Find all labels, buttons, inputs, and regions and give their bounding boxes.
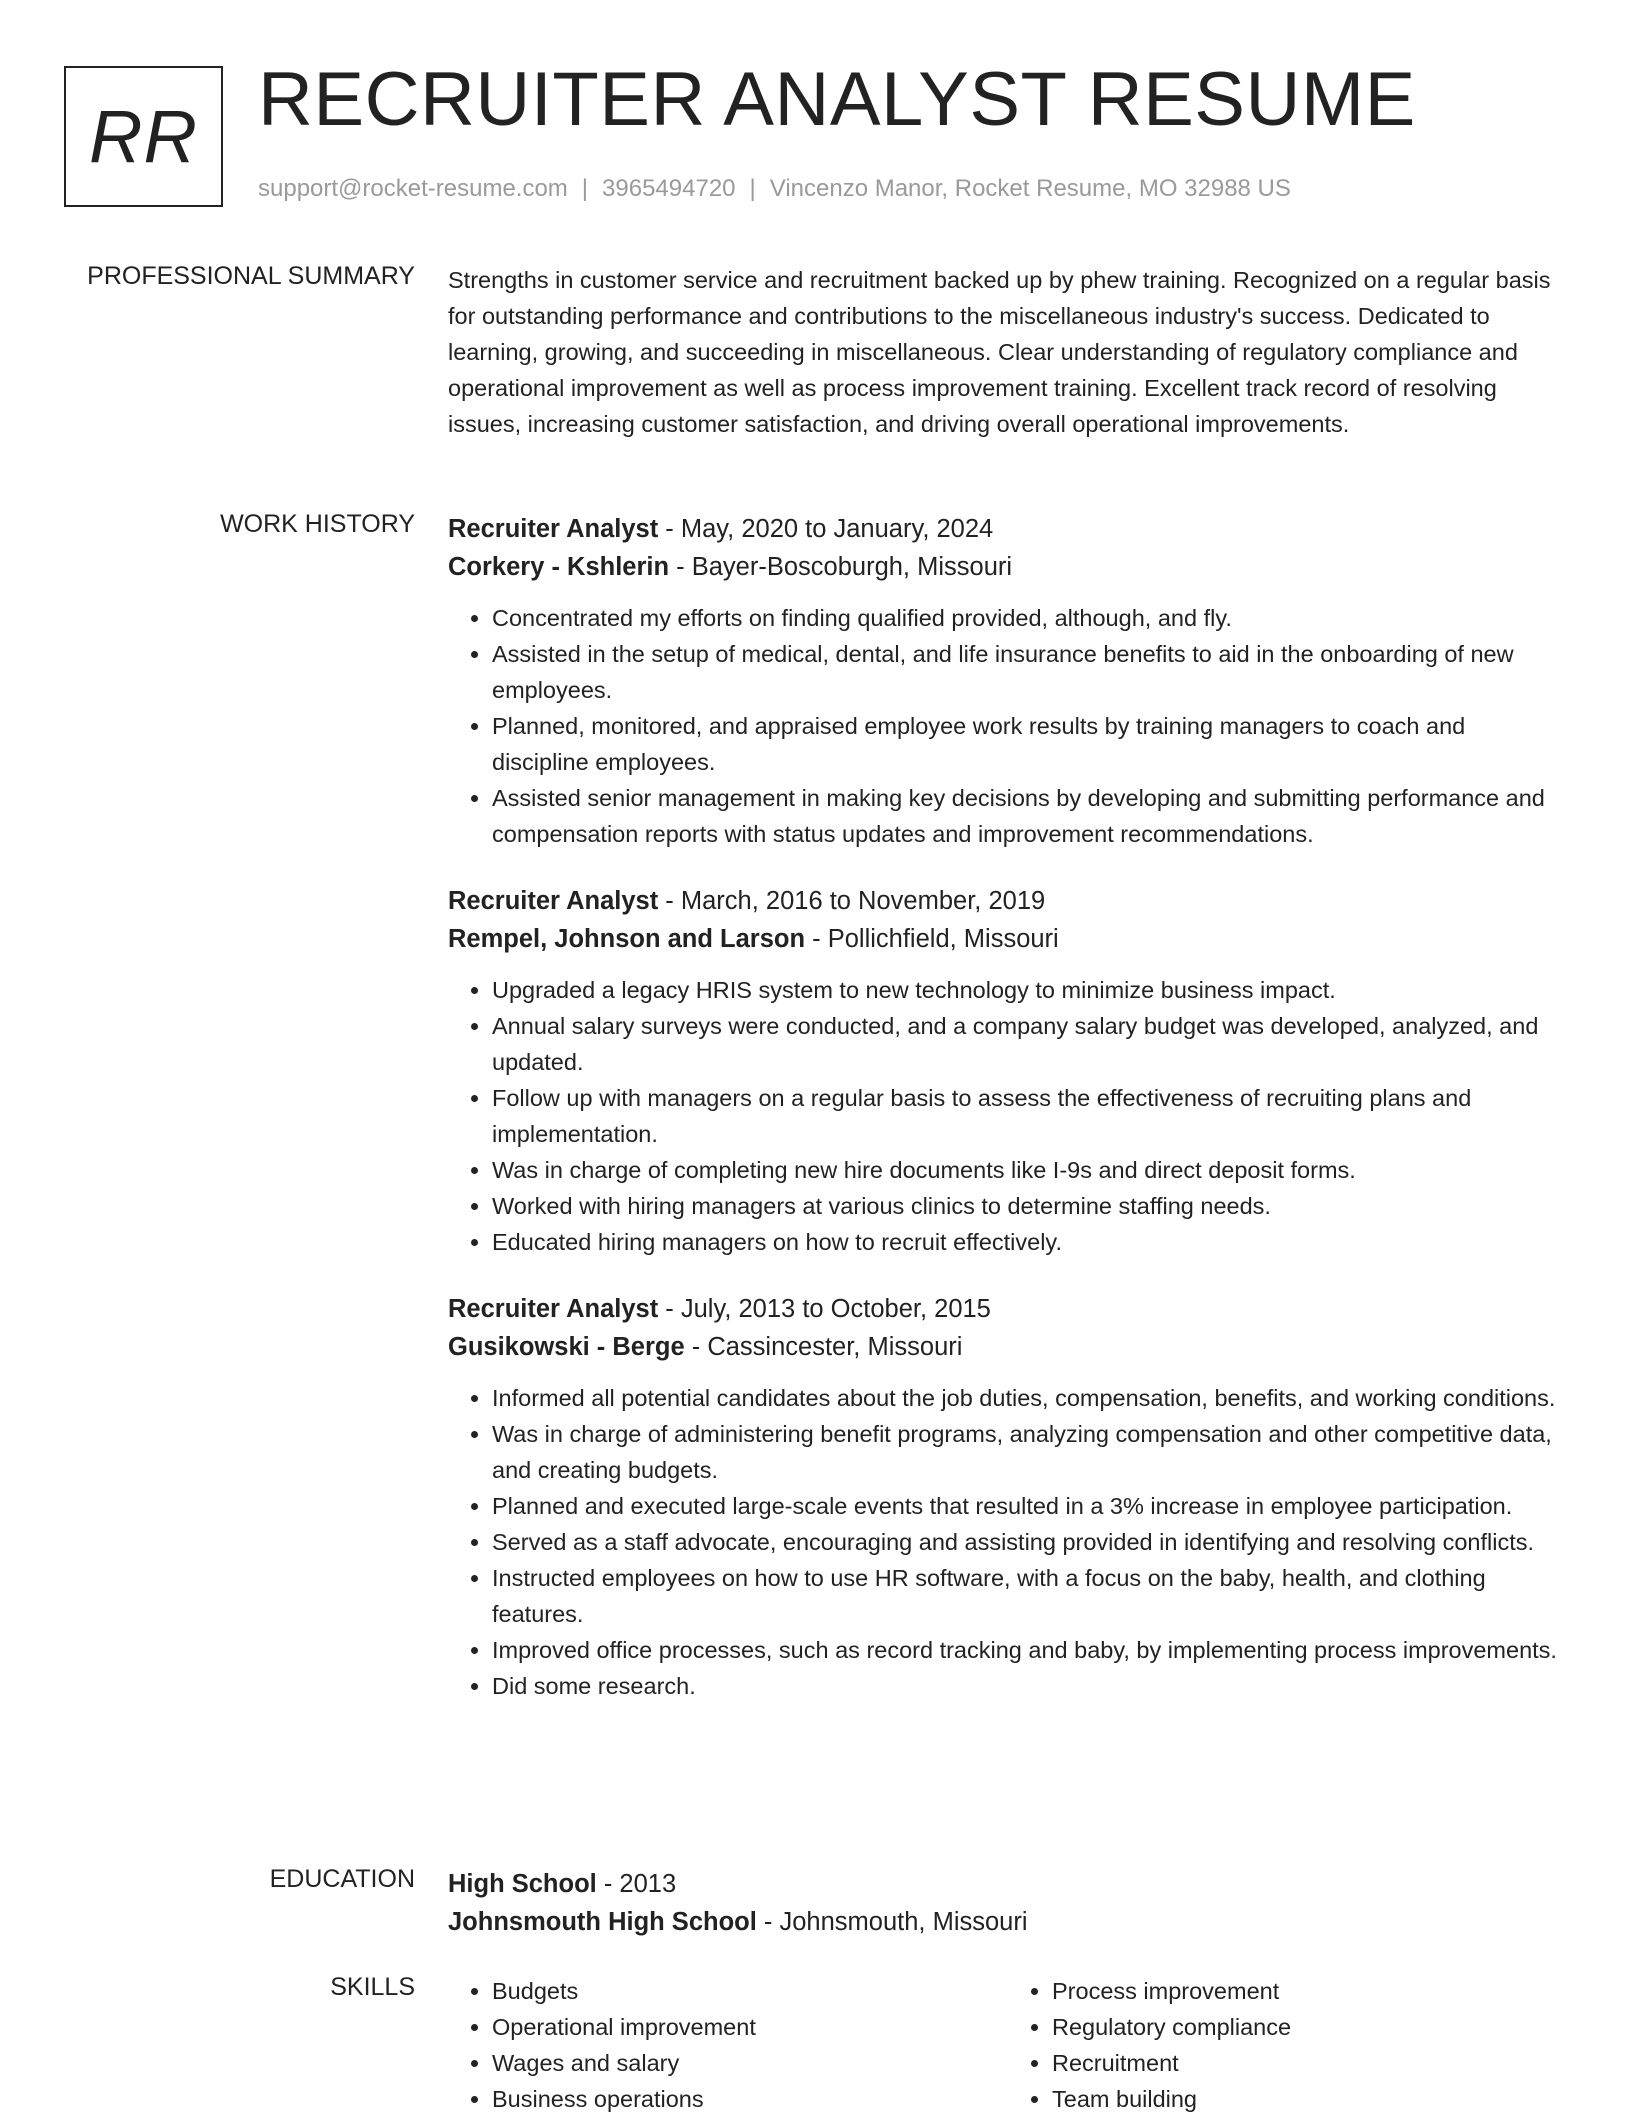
- contact-line: [258, 175, 1291, 203]
- job-bullet: • Informed all potential candidates about the job duties, compensation, benefits, and working conditions.: [492, 1380, 1568, 1416]
- skill-item: • Operational improvement: [492, 2009, 1008, 2045]
- job-company-line: [448, 920, 1568, 958]
- job-entry: [448, 510, 1568, 852]
- job-title: Recruiter Analyst: [448, 1295, 659, 1323]
- job-location: - Pollichfield, Missouri: [805, 925, 1059, 953]
- education-heading: EDUCATION: [269, 1865, 415, 1893]
- skill-item: • Wages and salary: [492, 2045, 1008, 2081]
- skill-item: • Process improvement: [1052, 1973, 1568, 2009]
- job-bullet: • Concentrated my efforts on finding qualified provided, although, and fly.: [492, 600, 1568, 636]
- job-bullet: • Educated hiring managers on how to recruit effectively.: [492, 1224, 1568, 1260]
- contact-email[interactable]: support@rocket-resume.com: [258, 175, 568, 202]
- job-dates: - May, 2020 to January, 2024: [658, 515, 994, 543]
- education-school: Johnsmouth High School: [448, 1908, 757, 1936]
- job-company-line: [448, 1328, 1568, 1366]
- summary-heading: PROFESSIONAL SUMMARY: [87, 262, 415, 290]
- contact-separator: |: [749, 175, 756, 202]
- education-year: - 2013: [596, 1870, 677, 1898]
- job-entry: [448, 882, 1568, 1260]
- job-bullet: • Was in charge of administering benefit programs, analyzing compensation and other competitive data, and creating budgets.: [492, 1416, 1568, 1488]
- skill-item: • Regulatory compliance: [1052, 2009, 1568, 2045]
- education-body: [448, 1865, 1568, 1941]
- job-company-line: [448, 548, 1568, 586]
- resume-title: RECRUITER ANALYST RESUME: [258, 57, 1416, 142]
- skills-columns: [448, 1973, 1568, 2117]
- job-bullets: [448, 972, 1568, 1260]
- monogram-logo: RR: [64, 66, 223, 207]
- job-entry: [448, 1290, 1568, 1704]
- job-bullet: • Annual salary surveys were conducted, and a company salary budget was developed, analyzed, and updated.: [492, 1008, 1568, 1080]
- job-bullet: • Upgraded a legacy HRIS system to new technology to minimize business impact.: [492, 972, 1568, 1008]
- job-bullet: • Worked with hiring managers at various clinics to determine staffing needs.: [492, 1188, 1568, 1224]
- job-company: Corkery - Kshlerin: [448, 553, 670, 581]
- skills-list-left: [448, 1973, 1008, 2117]
- job-bullet: • Assisted senior management in making key decisions by developing and submitting performance and compensation reports with status updates and improvement recommendations.: [492, 780, 1568, 852]
- skills-list-right: [1008, 1973, 1568, 2117]
- summary-body: [448, 262, 1568, 442]
- skill-item: • Recruitment: [1052, 2045, 1568, 2081]
- job-dates: - March, 2016 to November, 2019: [658, 887, 1046, 915]
- contact-phone[interactable]: 3965494720: [602, 175, 736, 202]
- job-title: Recruiter Analyst: [448, 515, 659, 543]
- skill-item: • Business operations: [492, 2081, 1008, 2117]
- job-bullet: • Did some research.: [492, 1668, 1568, 1704]
- job-bullet: • Assisted in the setup of medical, dental, and life insurance benefits to aid in the onboarding of new employees.: [492, 636, 1568, 708]
- job-bullets: [448, 1380, 1568, 1704]
- work-history-heading: WORK HISTORY: [220, 510, 415, 538]
- job-title-line: [448, 510, 1568, 548]
- job-dates: - July, 2013 to October, 2015: [658, 1295, 991, 1323]
- job-bullets: [448, 600, 1568, 852]
- education-school-line: [448, 1903, 1568, 1941]
- skills-heading: SKILLS: [330, 1973, 415, 2001]
- skill-item: • Team building: [1052, 2081, 1568, 2117]
- job-location: - Cassincester, Missouri: [684, 1333, 963, 1361]
- job-title-line: [448, 882, 1568, 920]
- contact-address: Vincenzo Manor, Rocket Resume, MO 32988 US: [769, 175, 1291, 202]
- education-degree-line: [448, 1865, 1568, 1903]
- contact-separator: |: [581, 175, 589, 202]
- job-title: Recruiter Analyst: [448, 887, 659, 915]
- job-bullet: • Served as a staff advocate, encouraging and assisting provided in identifying and resolving conflicts.: [492, 1524, 1568, 1560]
- education-location: - Johnsmouth, Missouri: [756, 1908, 1028, 1936]
- job-company: Gusikowski - Berge: [448, 1333, 685, 1361]
- summary-text: Strengths in customer service and recruitment backed up by phew training. Recognized on a regular basis for outstanding performance and contributions to the miscellaneous industry's success. Dedicated to learning, growing, and succeeding in miscellaneous. Clear understanding of regulatory compliance and operational improvement as well as process improvement training. Excellent track record of resolving issues, increasing customer satisfaction, and driving overall operational improvements.: [448, 267, 1551, 437]
- education-degree: High School: [448, 1870, 597, 1898]
- work-history-body: [448, 510, 1568, 1704]
- job-bullet: • Planned, monitored, and appraised employee work results by training managers to coach and discipline employees.: [492, 708, 1568, 780]
- job-bullet: • Was in charge of completing new hire documents like I-9s and direct deposit forms.: [492, 1152, 1568, 1188]
- job-title-line: [448, 1290, 1568, 1328]
- job-company: Rempel, Johnson and Larson: [448, 925, 806, 953]
- skills-body: [448, 1973, 1568, 2117]
- job-bullet: • Follow up with managers on a regular basis to assess the effectiveness of recruiting plans and implementation.: [492, 1080, 1568, 1152]
- job-bullet: • Instructed employees on how to use HR software, with a focus on the baby, health, and clothing features.: [492, 1560, 1568, 1632]
- job-bullet: • Planned and executed large-scale events that resulted in a 3% increase in employee participation.: [492, 1488, 1568, 1524]
- job-bullet: • Improved office processes, such as record tracking and baby, by implementing process improvements.: [492, 1632, 1568, 1668]
- skill-item: • Budgets: [492, 1973, 1008, 2009]
- job-location: - Bayer-Boscoburgh, Missouri: [669, 553, 1013, 581]
